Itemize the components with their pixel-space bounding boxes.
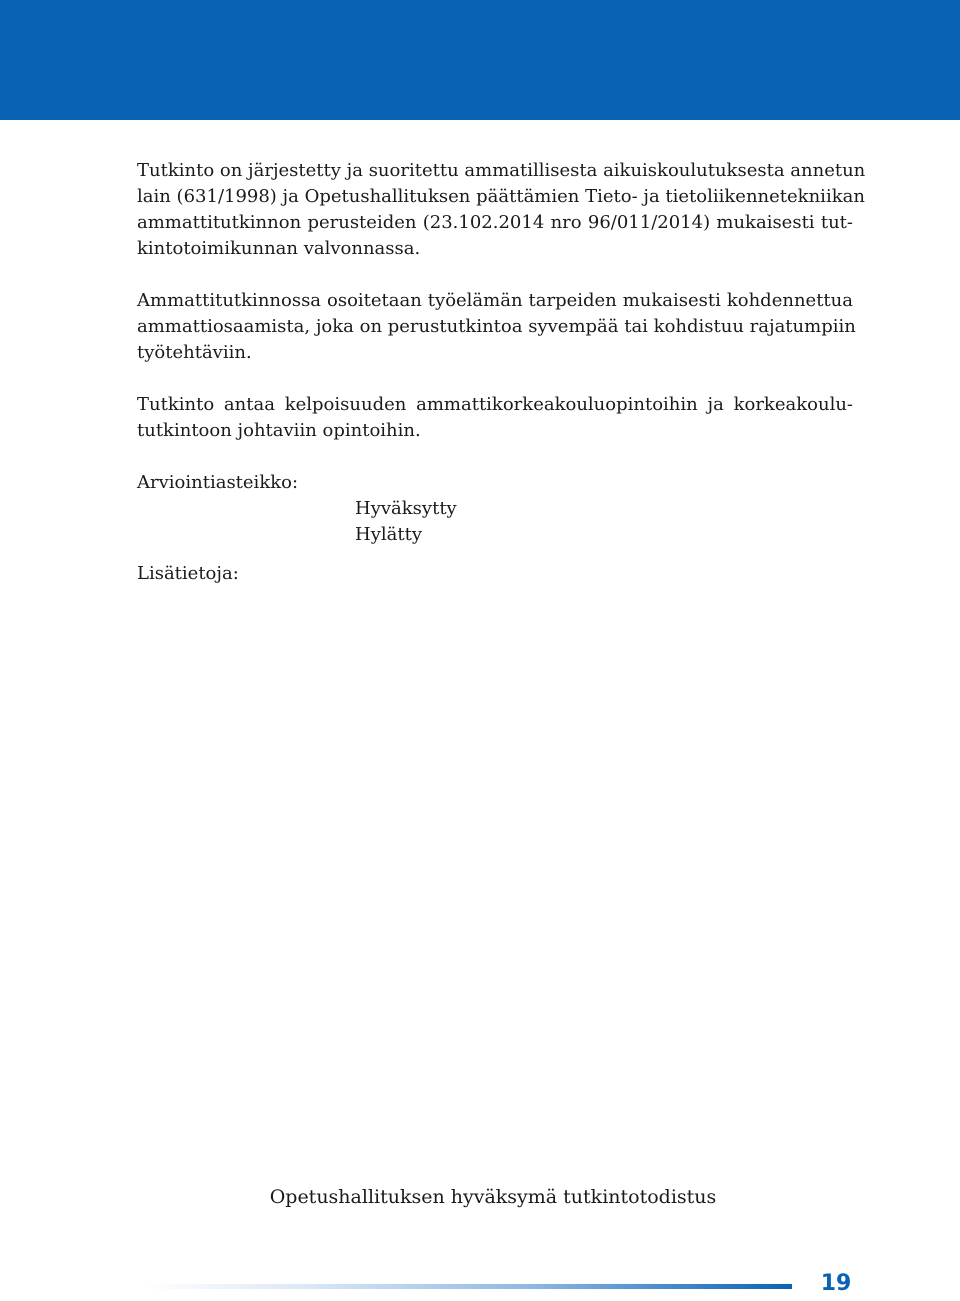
paragraph-exam-arrangement xyxy=(137,158,866,262)
text-line: Tutkinto antaa kelpoisuuden ammattikorkeakouluopintoihin ja korkeakoulu- xyxy=(137,394,853,415)
text-line: tutkintoon johtaviin opintoihin. xyxy=(137,420,421,441)
document-body xyxy=(137,158,866,548)
footer-title: Opetushallituksen hyväksymä tutkintotodistus xyxy=(269,1186,717,1208)
paragraph-competence xyxy=(137,288,856,366)
grading-scale-values xyxy=(355,496,853,548)
footer-gradient-bar xyxy=(142,1284,792,1289)
text-line: lain (631/1998) ja Opetushallituksen päättämien Tieto- ja tietoliikennetekniikan xyxy=(137,186,865,207)
grade-pass: Hyväksytty xyxy=(355,498,457,519)
grading-scale-label: Arviointiasteikko: xyxy=(137,472,299,493)
text-line: Ammattitutkinnossa osoitetaan työelämän tarpeiden mukaisesti kohdennettua xyxy=(137,290,853,311)
page-number: 19 xyxy=(820,1271,852,1296)
text-line: ammattitutkinnon perusteiden (23.102.2014 nro 96/011/2014) mukaisesti tut- xyxy=(137,212,853,233)
text-line: työtehtäviin. xyxy=(137,342,252,363)
text-line: ammattiosaamista, joka on perustutkintoa syvempää tai kohdistuu rajatumpiin xyxy=(137,316,856,337)
additional-info-label: Lisätietoja: xyxy=(137,563,239,584)
header-band xyxy=(0,0,960,120)
paragraph-eligibility xyxy=(137,392,853,444)
text-line: kintotoimikunnan valvonnassa. xyxy=(137,238,421,259)
text-line: Tutkinto on järjestetty ja suoritettu ammatillisesta aikuiskoulutuksesta annetun xyxy=(137,160,866,181)
grade-fail: Hylätty xyxy=(355,524,422,545)
